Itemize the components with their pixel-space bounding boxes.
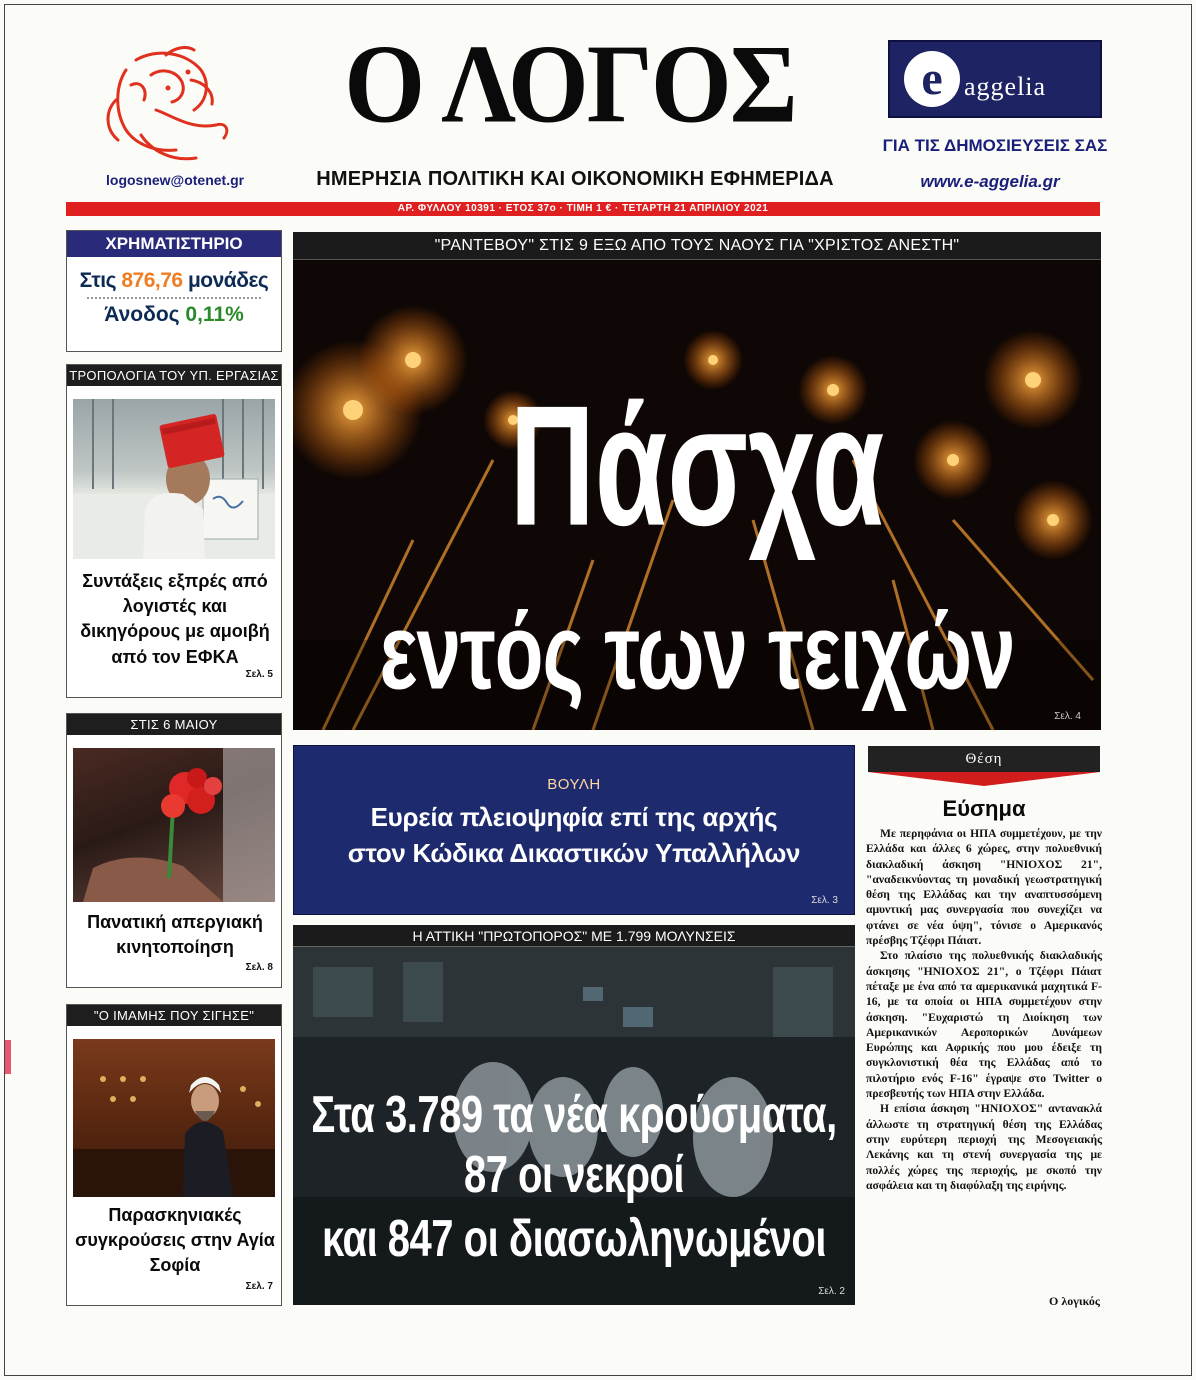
editorial-title: Εύσημα [942, 796, 1026, 821]
editorial-paragraph: Στο πλαίσιο της πολυεθνικής διακλαδικής άσκησης "ΗΝΙΟΧΟΣ 21", ο Τζέφρι Πάιατ πέταξε με ένα από τα αμερικανικά μαχητικά F-16, με τα οποία οι ΗΠΑ συμμετέχουν στην άσκηση. "Ευχαριστώ τη Διοίκηση των Αμερικανικών Αεροπορικών Δυνάμεων Ευρώπης και Αφρικής που μου έδειξε τη συγκλονιστική θέα της Ελλάδας από το πιλοτήριο ενός F-16" έγραψε στο Twitter ο πρεσβευτής των ΗΠΑ στην Ελλάδα. [866, 949, 1102, 1101]
hero-story-easter[interactable] [293, 232, 1101, 730]
stock-market-box [66, 230, 282, 352]
editorial-paragraph: Με περηφάνια οι ΗΠΑ συμμετέχουν, με την Ελλάδα και άλλες 6 χώρες, στην πολυεθνική διακλαδική άσκηση "ΗΝΙΟΧΟΣ 21", "αναδεικνύοντας τη μοναδική γεωστρατηγική θέση της Ελλάδας και την αναπτυσσόμενη αμυντική μας συνεργασία που συνεχίζει να φτάνει σε νέα ύψη", τόνισε ο Αμερικανός πρέσβης Τζέφρι Πάιατ. [866, 827, 1102, 948]
dotted-divider [87, 297, 261, 299]
story-parliament[interactable] [293, 745, 855, 915]
hero-headline-sub: εντός των τειχών [379, 591, 1015, 712]
e-aggelia-ad[interactable] [888, 40, 1102, 118]
sidebar-story-page: Σελ. 5 [245, 669, 273, 680]
masthead-title: Ο ΛΟΓΟΣ [344, 22, 796, 147]
editorial-paragraph: Η επίσια άσκηση "ΗΝΙΟΧΟΣ" αντανακλά άλλωστε τη στρατηγική θέση της Ελλάδας στην ευρύτερη περιοχή της Μεσογειακής Λεκάνης και τη στενή συνεργασία της με πολλές χώρες της περιοχής, με σκοπό την ασφάλεια και τη διαφύλαξη της ειρήνης. [866, 1102, 1102, 1192]
stock-prefix: Στις [79, 269, 117, 292]
stock-change-label: Άνοδος [104, 303, 180, 326]
sidebar-story-title: Συντάξεις εξπρές από λογιστές και δικηγόρους με αμοιβή από τον ΕΦΚΑ [80, 571, 270, 667]
story-covid[interactable] [293, 925, 855, 1305]
sidebar-story-title: Πανατική απεργιακή κινητοποίηση [87, 912, 263, 958]
ad-url-link[interactable]: www.e-aggelia.gr [920, 172, 1060, 191]
sidebar-story-page: Σελ. 8 [245, 962, 273, 973]
stock-index-line [67, 269, 281, 293]
hero-page: Σελ. 4 [1054, 711, 1081, 722]
covid-headline-line1: Στα 3.789 τα νέα κρούσματα, [311, 1086, 837, 1144]
covid-headline-line2: 87 οι νεκροί [463, 1146, 685, 1204]
parliament-headline-line2: στον Κώδικα Δικαστικών Υπαλλήλων [347, 838, 801, 869]
parliament-headline-line1: Ευρεία πλειοψηφία επί της αρχής [370, 802, 778, 832]
stock-title: ΧΡΗΜΑΤΙΣΤΗΡΙΟ [67, 231, 281, 257]
edge-color-mark [5, 1040, 11, 1074]
sidebar-story-photo [73, 748, 275, 902]
hero-headline-big: Πάσχα [509, 370, 885, 563]
ad-publications-text: ΓΙΑ ΤΙΣ ΔΗΜΟΣΙΕΥΣΕΙΣ ΣΑΣ [882, 136, 1108, 155]
stock-value: 876,76 [121, 269, 183, 292]
sidebar-story-label: ΣΤΙΣ 6 ΜΑΙΟΥ [67, 714, 281, 735]
e-aggelia-logo-word: aggelia [964, 72, 1047, 101]
stock-change-value: 0,11% [185, 303, 244, 326]
editorial-section-header [868, 746, 1100, 778]
covid-headline-line3: και 847 οι διασωληνωμένοι [322, 1210, 826, 1268]
stock-change-line [67, 303, 281, 327]
parliament-kicker: ΒΟΥΛΗ [547, 776, 601, 793]
sidebar-story-pension[interactable] [66, 364, 282, 698]
e-aggelia-logo-letter: e [904, 51, 960, 107]
newspaper-logo [96, 40, 236, 170]
sidebar-story-label: ΤΡΟΠΟΛΟΓΙΑ ΤΟΥ ΥΠ. ΕΡΓΑΣΙΑΣ [67, 365, 281, 386]
stock-suffix: μονάδες [187, 269, 269, 292]
masthead-subtitle: ΗΜΕΡΗΣΙΑ ΠΟΛΙΤΙΚΗ ΚΑΙ ΟΙΚΟΝΟΜΙΚΗ ΕΦΗΜΕΡΙΔΑ [316, 168, 834, 190]
issue-info: ΑΡ. ΦΥΛΛΟΥ 10391 · ΕΤΟΣ 37ο · ΤΙΜΗ 1 € · ΤΕΤΑΡΤΗ 21 ΑΠΡΙΛΙΟΥ 2021 [397, 203, 769, 214]
red-triangle-decoration [868, 772, 1100, 786]
editorial-body [866, 826, 1102, 1193]
sidebar-story-label: "Ο ΙΜΑΜΗΣ ΠΟΥ ΣΙΓΗΣΕ" [67, 1005, 281, 1026]
sidebar-story-title: Παρασκηνιακές συγκρούσεις στην Αγία Σοφία [75, 1205, 275, 1276]
hero-kicker: "ΡΑΝΤΕΒΟΥ" ΣΤΙΣ 9 ΕΞΩ ΑΠΟ ΤΟΥΣ ΝΑΟΥΣ ΓΙΑ "ΧΡΙΣΤΟΣ ΑΝΕΣΤΗ" [293, 232, 1101, 260]
parliament-page: Σελ. 3 [811, 895, 838, 906]
covid-kicker: Η ΑΤΤΙΚΗ "ΠΡΩΤΟΠΟΡΟΣ" ΜΕ 1.799 ΜΟΛΥΝΣΕΙΣ [293, 925, 855, 947]
sidebar-story-page: Σελ. 7 [245, 1281, 273, 1292]
sidebar-story-photo [73, 1039, 275, 1197]
contact-email[interactable]: logosnew@otenet.gr [106, 172, 245, 188]
sidebar-story-photo [73, 399, 275, 559]
sidebar-story-hagia-sophia[interactable] [66, 1004, 282, 1306]
covid-page: Σελ. 2 [818, 1286, 845, 1297]
editorial-signature: Ο λογικός [1049, 1294, 1100, 1308]
sidebar-story-strike[interactable] [66, 713, 282, 988]
editorial-section-label: Θέση [868, 746, 1100, 772]
